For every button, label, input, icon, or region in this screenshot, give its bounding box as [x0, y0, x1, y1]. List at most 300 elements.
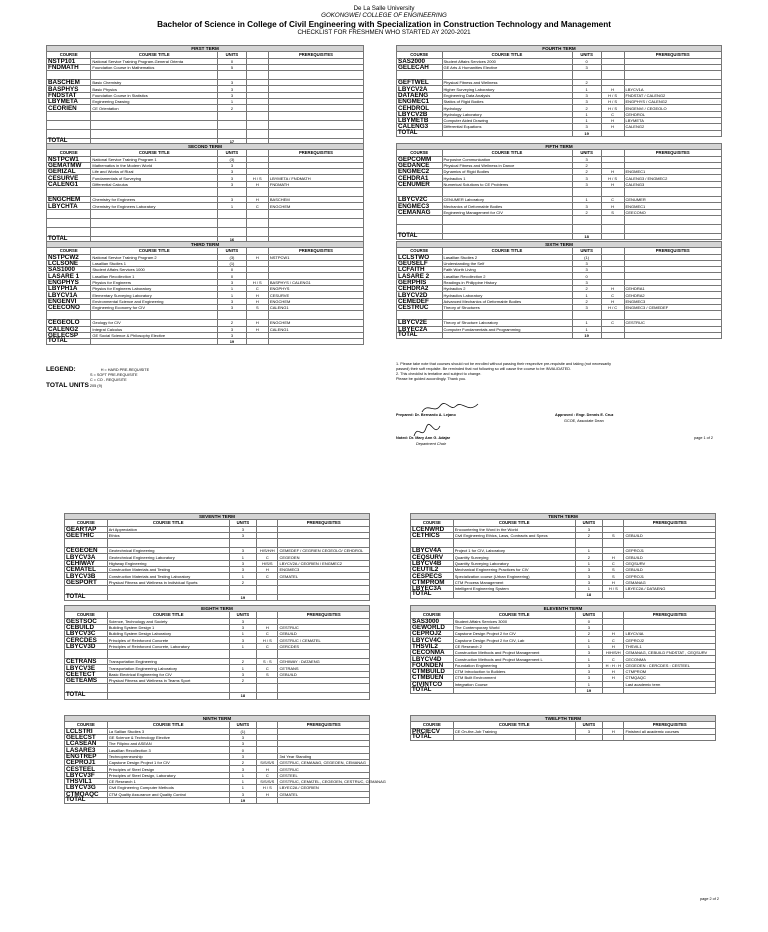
- course-units: [229, 585, 256, 594]
- course-title: Integral Calculus: [91, 326, 218, 332]
- course-units: 0: [572, 58, 601, 64]
- course-code: CEMANAG: [397, 209, 443, 215]
- prereq-type: H: [601, 286, 624, 292]
- course-code: GESPORT: [65, 579, 108, 585]
- course-title: [107, 650, 229, 659]
- course-code: LBYCV4B: [411, 560, 454, 566]
- course-code: CERCDES: [65, 637, 108, 643]
- course-title: [91, 227, 218, 236]
- course-code: CEETECT: [65, 671, 108, 677]
- course-code: [65, 585, 108, 594]
- course-code: LBYMETB: [397, 117, 443, 123]
- course-title: Ethics: [107, 532, 229, 538]
- course-code: LBYEC2A: [397, 326, 443, 332]
- course-title: Differential Equations: [442, 124, 572, 130]
- course-title: Intelligent Engineering System: [453, 585, 575, 591]
- course-code: CTMBUEN: [411, 675, 454, 681]
- course-title: Integration Course: [453, 681, 575, 687]
- table-row: [65, 650, 370, 659]
- course-title: Civil Engineering Computer Methods: [107, 785, 229, 791]
- course-title: CE Research 1: [107, 778, 229, 784]
- course-units: [218, 111, 247, 120]
- prereq-type: S: [603, 573, 624, 579]
- total-label: TOTAL: [411, 734, 454, 740]
- course-units: [218, 209, 247, 218]
- prereq-courses: CALENG2: [624, 124, 722, 130]
- term-title: EIGHTH TERM: [65, 606, 370, 612]
- col-course: COURSE: [65, 520, 108, 526]
- course-code: LASARE 2: [397, 273, 443, 279]
- prereq-courses: [268, 311, 363, 320]
- course-code: BASPHYS: [47, 86, 91, 92]
- col-units: UNITS: [218, 150, 247, 156]
- course-units: 2: [229, 659, 256, 665]
- noted-by: Noted: Dr. Mary Ann G. Adajar: [396, 436, 451, 440]
- course-code: GERIZAL: [47, 169, 91, 175]
- table-row: [47, 188, 364, 197]
- course-units: [572, 188, 601, 197]
- course-title: Construction Methods and Project Management L: [453, 656, 575, 662]
- prereq-courses: CEGEOEN: [278, 554, 370, 560]
- course-title: Building System Design 1: [107, 624, 229, 630]
- course-code: LBYCV3A: [65, 554, 108, 560]
- prereq-courses: [278, 585, 370, 594]
- course-code: GEARTAP: [65, 526, 108, 532]
- course-units: 3: [229, 532, 256, 538]
- course-title: Geology for CIV: [91, 320, 218, 326]
- course-code: GEPCOMM: [397, 156, 443, 162]
- course-title: CTM Quality Assurance and Quality Control: [107, 791, 229, 797]
- prereq-courses: LBYCV1A: [624, 86, 722, 92]
- course-code: ENGENVI: [47, 298, 91, 304]
- prereq-courses: LBYEC2A / CEORIEN: [278, 785, 370, 791]
- total-row: [65, 797, 370, 803]
- course-code: [397, 71, 443, 80]
- prereq-type: H: [603, 631, 624, 637]
- prereq-courses: Last academic term: [624, 681, 716, 687]
- approved-by: Approved : Engr. Dennis E. Cruz: [555, 413, 614, 417]
- prereq-type: [601, 188, 624, 197]
- term-title: TENTH TERM: [411, 514, 716, 520]
- course-units: 3: [575, 573, 602, 579]
- prereq-type: C: [601, 111, 624, 117]
- course-title: Physical Fitness and Wellness: [442, 80, 572, 86]
- course-title: Principles of Steel Design, Laboratory: [107, 772, 229, 778]
- fourth-term-table: [396, 45, 722, 137]
- course-code: CEPROJ2: [411, 631, 454, 637]
- prereq-type: [246, 209, 268, 218]
- course-units: 2: [229, 677, 256, 683]
- course-code: CEECONO: [47, 304, 91, 310]
- total-label: TOTAL: [397, 233, 443, 239]
- prereq-type: S/S/S/S: [257, 760, 278, 766]
- col-units: UNITS: [575, 612, 602, 618]
- prereq-courses: ENGCHEM: [268, 320, 363, 326]
- course-title: Engineering Drawing: [91, 99, 218, 105]
- course-title: Chemistry for Engineers: [91, 197, 218, 203]
- prereq-type: H: [603, 554, 624, 560]
- course-code: GESTSOC: [65, 618, 108, 624]
- course-title: Lasallian Studies 1: [91, 260, 218, 266]
- third-term-table: [46, 241, 364, 345]
- prereq-type: H: [601, 298, 624, 304]
- prereq-courses: BASPHYS / CALENG1: [268, 279, 363, 285]
- prereq-courses: [624, 188, 722, 197]
- total-label: TOTAL: [411, 687, 454, 693]
- table-row: [47, 111, 364, 120]
- term-title: SIXTH TERM: [397, 242, 722, 248]
- course-units: 3: [218, 298, 247, 304]
- course-units: 2: [218, 105, 247, 111]
- course-title: Life and Works of Rizal: [91, 169, 218, 175]
- course-units: 3: [572, 304, 601, 310]
- course-title: [442, 188, 572, 197]
- prereq-courses: CEECONO: [624, 209, 722, 215]
- course-title: Student Affairs Services 2000: [442, 58, 572, 64]
- course-title: Chemistry for Engineers Laboratory: [91, 203, 218, 209]
- total-label: TOTAL: [397, 332, 443, 338]
- col-prereq: PREREQUISITES: [268, 248, 363, 254]
- course-title: Geotechnical Engineering Laboratory: [107, 554, 229, 560]
- col-prereq: PREREQUISITES: [624, 722, 716, 728]
- prereq-courses: CEPROJ1: [624, 548, 716, 554]
- prereq-type: H: [246, 320, 268, 326]
- course-title: Basic Electrical Engineering for CIV: [107, 671, 229, 677]
- course-code: LBYCV2C: [397, 197, 443, 203]
- col-title: COURSE TITLE: [442, 150, 572, 156]
- course-code: SAS3000: [411, 618, 454, 624]
- prereq-type: C: [246, 203, 268, 209]
- course-code: CESURVE: [47, 175, 91, 181]
- prereq-courses: CEHDRA2: [624, 292, 722, 298]
- total-label: TOTAL: [411, 592, 454, 598]
- prereq-type: [603, 539, 624, 548]
- prereq-courses: CESTRUC: [624, 320, 722, 326]
- col-course: COURSE: [411, 520, 454, 526]
- prereq-type: H: [257, 791, 278, 797]
- prereq-type: H: [603, 579, 624, 585]
- prereq-courses: CEHDROL: [624, 111, 722, 117]
- prereq-courses: CEBUILD: [624, 567, 716, 573]
- course-code: GERPHIS: [397, 279, 443, 285]
- course-title: Environmental Science and Engineering: [91, 298, 218, 304]
- course-title: Computer Aided Drawing: [442, 117, 572, 123]
- course-units: 1: [218, 286, 247, 292]
- course-units: 3: [229, 567, 256, 573]
- prereq-courses: ENGENVI / CEGEOLO: [624, 105, 722, 111]
- course-units: 3: [575, 579, 602, 585]
- total-label: TOTAL: [65, 797, 108, 803]
- course-units: 1: [575, 585, 602, 591]
- course-title: Readings in Philippine History: [442, 279, 572, 285]
- col-units: UNITS: [572, 52, 601, 58]
- course-title: Statics of Rigid Bodies: [442, 99, 572, 105]
- legend: [46, 367, 149, 389]
- course-units: 3: [575, 567, 602, 573]
- eighth-term-table: [64, 605, 370, 700]
- course-title: Building System Design Laboratory: [107, 631, 229, 637]
- course-code: GELECAH: [397, 64, 443, 70]
- prereq-courses: CESURVE: [268, 292, 363, 298]
- course-title: National Service Training Program 1: [91, 156, 218, 162]
- course-code: [65, 539, 108, 548]
- course-units: 3: [575, 650, 602, 656]
- program-title: Bachelor of Science in College of Civil Engineering with Specialization in Construction Technology and Management: [157, 19, 611, 29]
- legend-hard: H = HARD PRE-REQUISITE: [100, 368, 150, 372]
- course-units: 3: [229, 734, 256, 740]
- course-code: LBYCV3F: [65, 772, 108, 778]
- prereq-type: H: [257, 766, 278, 772]
- course-code: LCLSTWO: [397, 254, 443, 260]
- col-course: COURSE: [65, 612, 108, 618]
- course-title: The Filipino and ASEAN: [107, 741, 229, 747]
- course-code: GEDANCE: [397, 162, 443, 168]
- course-units: 2: [572, 105, 601, 111]
- course-code: CEORIEN: [47, 105, 91, 111]
- prereq-courses: [624, 215, 722, 224]
- course-units: 0: [218, 58, 247, 64]
- total-label: TOTAL: [47, 138, 91, 144]
- prereq-type: H: [246, 292, 268, 298]
- course-units: 3: [229, 741, 256, 747]
- course-units: 3: [572, 99, 601, 105]
- course-units: 2: [229, 579, 256, 585]
- prereq-type: H: [246, 254, 268, 260]
- course-units: [575, 539, 602, 548]
- course-title: [91, 218, 218, 227]
- col-course: COURSE: [47, 150, 91, 156]
- course-units: 3: [572, 181, 601, 187]
- term-title: FOURTH TERM: [397, 46, 722, 52]
- prereq-courses: CEMATEL: [278, 573, 370, 579]
- course-code: ENGMEC1: [397, 99, 443, 105]
- prereq-type: H: [603, 675, 624, 681]
- page-number-2: page 2 of 2: [700, 897, 720, 901]
- prereq-courses: [624, 71, 722, 80]
- term-total: 19: [575, 687, 602, 693]
- course-code: CTMPROM: [411, 579, 454, 585]
- course-title: Geotechnical Engineering: [107, 548, 229, 554]
- course-title: Engineering Economy for CIV: [91, 304, 218, 310]
- prereq-courses: CEHDRA1: [624, 286, 722, 292]
- prereq-courses: LBYMETA: [624, 117, 722, 123]
- prereq-type: S: [246, 304, 268, 310]
- course-title: Physical Fitness and Wellness in Dance: [442, 162, 572, 168]
- course-code: CECONMA: [411, 650, 454, 656]
- legend-co: C = CO - REQUISITE: [90, 378, 127, 382]
- prereq-courses: [278, 650, 370, 659]
- course-units: 1: [575, 656, 602, 662]
- course-title: Mechanical Engineering Practices for CIV: [453, 567, 575, 573]
- course-code: PRCIECV: [411, 728, 454, 734]
- course-title: [442, 224, 572, 233]
- term-title: SECOND TERM: [47, 144, 364, 150]
- table-row: [47, 227, 364, 236]
- course-title: Student Affairs Services 1000: [91, 267, 218, 273]
- prereq-courses: CEBUILD: [278, 671, 370, 677]
- course-units: 3: [572, 260, 601, 266]
- course-units: 3: [229, 753, 256, 759]
- course-title: Hydraulics Laboratory: [442, 292, 572, 298]
- course-units: [218, 120, 247, 129]
- prereq-type: [246, 311, 268, 320]
- prereq-courses: LBYCV4A: [624, 631, 716, 637]
- term-total: 17: [218, 138, 247, 144]
- course-units: 3: [229, 766, 256, 772]
- course-units: 1: [218, 203, 247, 209]
- prereq-type: H/H/S/H: [603, 650, 624, 656]
- course-units: 3: [218, 80, 247, 86]
- course-title: Hydraulics 1: [442, 175, 572, 181]
- col-title: COURSE TITLE: [91, 150, 218, 156]
- prereq-courses: CEQSURV: [624, 560, 716, 566]
- prereq-courses: 3rd Year Standing: [278, 753, 370, 759]
- course-code: [397, 188, 443, 197]
- course-title: Quantity Surveying: [453, 554, 575, 560]
- course-units: 3: [218, 332, 247, 338]
- course-units: 3: [218, 175, 247, 181]
- approved-role: GCOE, Associate Dean: [564, 419, 604, 423]
- course-code: CEMATEL: [65, 567, 108, 573]
- course-units: 1: [229, 778, 256, 784]
- course-title: Lasallian Recollection 3: [107, 747, 229, 753]
- course-code: GEWORLD: [411, 624, 454, 630]
- course-title: Physics for Engineers: [91, 279, 218, 285]
- course-units: 3: [218, 169, 247, 175]
- prereq-courses: [268, 71, 363, 80]
- course-units: 3: [575, 662, 602, 668]
- prereq-courses: [268, 227, 363, 236]
- course-units: 3: [572, 203, 601, 209]
- prereq-type: H: [601, 181, 624, 187]
- prereq-courses: LBYMETA / FNDMATH: [268, 175, 363, 181]
- course-title: Theory of Structures: [442, 304, 572, 310]
- prereq-type: H: [257, 567, 278, 573]
- prereq-type: C: [601, 320, 624, 326]
- prereq-courses: CERCDES: [278, 643, 370, 649]
- course-code: GEUSELF: [397, 260, 443, 266]
- course-units: [218, 218, 247, 227]
- col-units: UNITS: [575, 722, 602, 728]
- prereq-type: C: [257, 772, 278, 778]
- course-code: [47, 111, 91, 120]
- course-code: LBYCV3C: [65, 631, 108, 637]
- course-code: ENGTREP: [65, 753, 108, 759]
- prereq-type: H / S: [603, 585, 624, 591]
- course-units: 2: [575, 532, 602, 538]
- course-code: CESPECS: [411, 573, 454, 579]
- col-title: COURSE TITLE: [91, 248, 218, 254]
- course-title: Capstone Design Project 1 for CIV: [107, 760, 229, 766]
- course-units: 1: [575, 548, 602, 554]
- course-code: LBYCV1A: [47, 292, 91, 298]
- course-code: CALENG3: [397, 124, 443, 130]
- prereq-courses: CTMQAQC: [624, 675, 716, 681]
- prereq-type: H: [601, 86, 624, 92]
- course-code: LBYCV4A: [411, 548, 454, 554]
- prereq-courses: CENUMER: [624, 197, 722, 203]
- table-row: [47, 311, 364, 320]
- course-units: 1: [229, 554, 256, 560]
- course-code: LBYEC3A: [411, 585, 454, 591]
- course-units: 0: [575, 618, 602, 624]
- course-title: Mechanics of Deformable Bodies: [442, 203, 572, 209]
- col-prereq: PREREQUISITES: [278, 612, 370, 618]
- course-code: GELECST: [65, 734, 108, 740]
- course-code: BASCHEM: [47, 80, 91, 86]
- course-code: NSTPCW1: [47, 156, 91, 162]
- course-units: 3: [572, 92, 601, 98]
- prereq-courses: CEPROJ2: [624, 637, 716, 643]
- course-title: Engineering Management for CIV: [442, 209, 572, 215]
- course-title: CE Orientation: [91, 105, 218, 111]
- course-units: [229, 539, 256, 548]
- course-code: CEHIWAY: [65, 560, 108, 566]
- prereq-type: [246, 227, 268, 236]
- total-label: TOTAL: [47, 339, 91, 345]
- course-units: 2: [572, 298, 601, 304]
- course-code: CEGEOLO: [47, 320, 91, 326]
- course-title: Advanced Mechanics of Deformable Bodies: [442, 298, 572, 304]
- course-title: Capstone Design Project 2 for CIV, Lab: [453, 637, 575, 643]
- course-units: 3: [229, 791, 256, 797]
- col-title: COURSE TITLE: [91, 52, 218, 58]
- course-code: CALENG2: [47, 326, 91, 332]
- course-title: Transportation Engineering: [107, 659, 229, 665]
- course-units: 3: [218, 92, 247, 98]
- course-units: [218, 311, 247, 320]
- course-code: NSTP101: [47, 58, 91, 64]
- prereq-type: S: [603, 532, 624, 538]
- course-title: Civil Engineering Ethics, Laws, Contracts and Specs: [453, 532, 575, 538]
- term-title: FIRST TERM: [47, 46, 364, 52]
- prereq-type: C: [257, 554, 278, 560]
- course-code: [397, 215, 443, 224]
- prereq-type: H: [257, 624, 278, 630]
- prereq-type: H: [603, 668, 624, 674]
- prereq-courses: CEBUILD: [278, 631, 370, 637]
- course-title: Lasallian Recollection 1: [91, 273, 218, 279]
- course-code: LBYCV2B: [397, 111, 443, 117]
- col-prereq: PREREQUISITES: [268, 150, 363, 156]
- col-units: UNITS: [218, 52, 247, 58]
- prereq-courses: ENGCHEM: [268, 203, 363, 209]
- prereq-courses: [268, 120, 363, 129]
- term-total: 16: [218, 236, 247, 242]
- table-row: [47, 120, 364, 129]
- checklist-subtitle: CHECKLIST FOR FRESHMEN WHO STARTED AY 2020-2021: [297, 29, 471, 36]
- course-units: 1: [229, 643, 256, 649]
- course-code: CEMEDEF: [397, 298, 443, 304]
- course-units: 3: [572, 156, 601, 162]
- course-code: LBYCV2E: [397, 320, 443, 326]
- term-total: 18: [575, 592, 602, 598]
- course-units: 3: [218, 181, 247, 187]
- course-title: Quantity Surveying Laboratory: [453, 560, 575, 566]
- prereq-courses: CALENG3: [624, 181, 722, 187]
- table-row: [65, 684, 370, 693]
- course-units: 3: [218, 197, 247, 203]
- col-prereq: PREREQUISITES: [624, 520, 716, 526]
- course-title: Technopreneurship: [107, 753, 229, 759]
- course-title: La Sallian Studies 3: [107, 728, 229, 734]
- course-code: FNDMATH: [47, 64, 91, 70]
- course-code: CEUTIL2: [411, 567, 454, 573]
- course-units: 3: [575, 526, 602, 532]
- course-code: LBYCV4D: [411, 656, 454, 662]
- col-prereq: PREREQUISITES: [268, 52, 363, 58]
- course-units: 3: [229, 560, 256, 566]
